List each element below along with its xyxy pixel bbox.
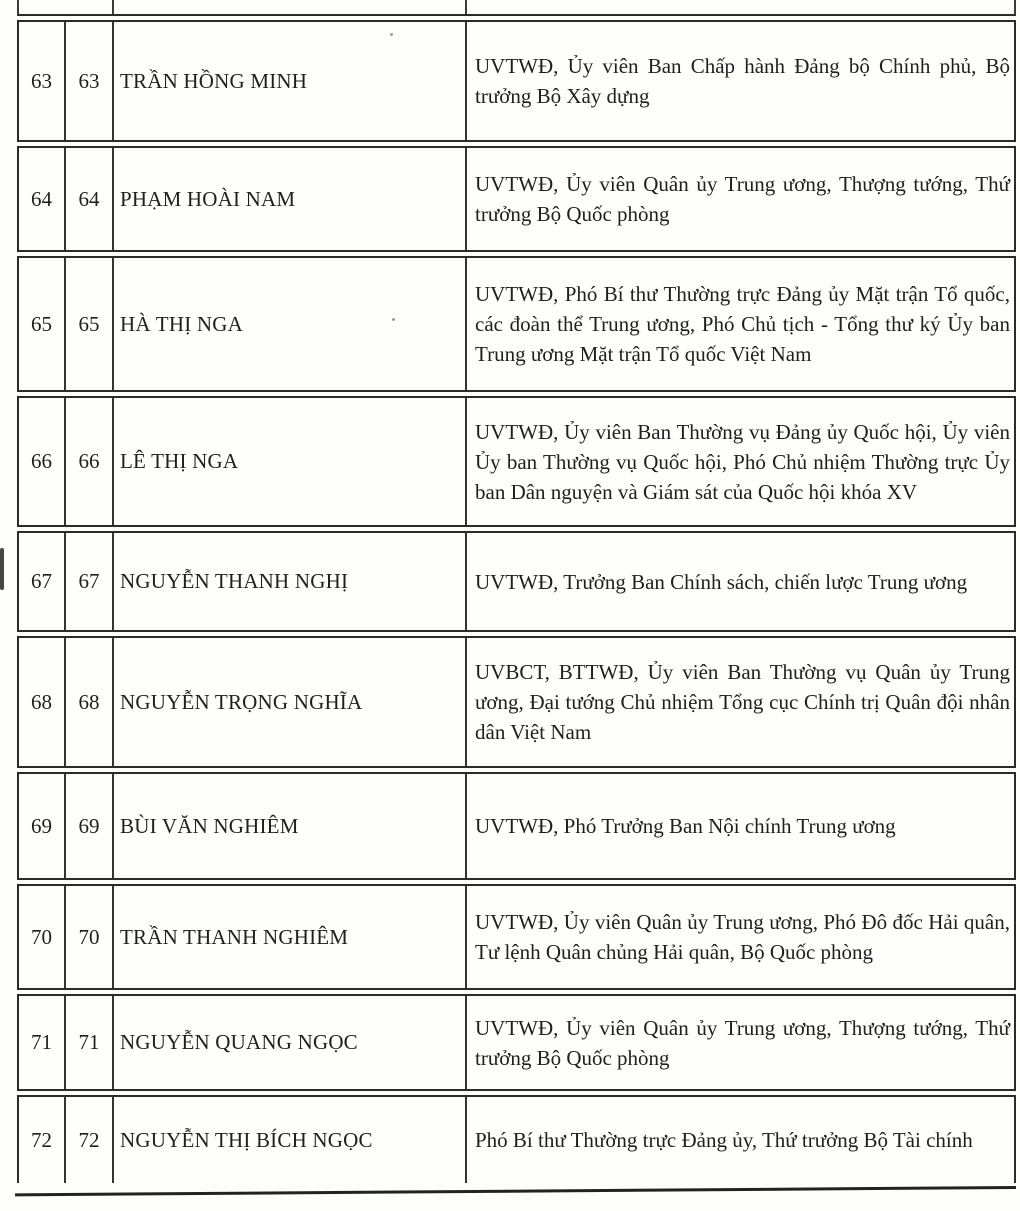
row-number-cell: 69: [31, 813, 52, 838]
name-cell: BÙI VĂN NGHIÊM: [112, 774, 465, 878]
table-row: [17, 256, 1016, 392]
row-number-secondary-cell: 72: [64, 1097, 112, 1183]
table-row: [17, 884, 1016, 990]
scan-artifact: [0, 548, 4, 590]
position-text: Phó Bí thư Thường trực Đảng ủy, Thứ trưởng Bộ Tài chính: [475, 1128, 973, 1152]
scan-speck: [390, 33, 393, 36]
table-row: [17, 20, 1016, 142]
position-cell: [465, 258, 1014, 390]
position-cell: [465, 886, 1014, 988]
position-cell: [465, 774, 1014, 878]
position-text: UVTWĐ, Phó Trưởng Ban Nội chính Trung ương: [475, 814, 896, 838]
partial-row-top: [17, 0, 1016, 16]
row-number-cell: 71: [31, 1030, 52, 1054]
position-text: UVTWĐ, Ủy viên Ban Chấp hành Đảng bộ Chính phủ, Bộ trưởng Bộ Xây dựng: [475, 54, 1010, 108]
position-cell: [465, 533, 1014, 630]
row-number-cell: 64: [31, 186, 52, 211]
row-number-cell: 70: [31, 924, 52, 949]
row-number-cell: 63: [31, 68, 52, 93]
name-cell: NGUYỄN THANH NGHỊ: [112, 533, 465, 630]
position-text: UVTWĐ, Ủy viên Quân ủy Trung ương, Phó Đô đốc Hải quân, Tư lệnh Quân chủng Hải quân, Bộ Quốc phòng: [475, 910, 1010, 964]
partial-cell: [112, 0, 465, 14]
position-cell: [465, 1097, 1014, 1183]
row-number-secondary-cell: 63: [64, 22, 112, 140]
table-row: [17, 531, 1016, 632]
row-number-secondary-cell: 70: [64, 886, 112, 988]
name-cell: PHẠM HOÀI NAM: [112, 148, 465, 250]
position-text: UVTWĐ, Phó Bí thư Thường trực Đảng ủy Mặt trận Tổ quốc, các đoàn thể Trung ương, Phó Chủ tịch - Tổng thư ký Ủy ban Trung ương Mặt trận Tổ quốc Việt Nam: [475, 282, 1010, 366]
name-cell: NGUYỄN QUANG NGỌC: [112, 996, 465, 1089]
row-number-secondary-cell: 66: [64, 398, 112, 525]
name-cell: LÊ THỊ NGA: [112, 398, 465, 525]
name-cell: NGUYỄN TRỌNG NGHĨA: [112, 638, 465, 766]
position-text: UVBCT, BTTWĐ, Ủy viên Ban Thường vụ Quân ủy Trung ương, Đại tướng Chủ nhiệm Tổng cục Chính trị Quân đội nhân dân Việt Nam: [475, 660, 1010, 744]
name-cell: TRẦN THANH NGHIÊM: [112, 886, 465, 988]
name-cell: NGUYỄN THỊ BÍCH NGỌC: [112, 1097, 465, 1183]
name-cell: TRẦN HỒNG MINH: [112, 22, 465, 140]
position-cell: [465, 996, 1014, 1089]
row-number-secondary-cell: 69: [64, 774, 112, 878]
row-number-cell: 66: [31, 449, 52, 473]
position-cell: [465, 398, 1014, 525]
row-number-cell: 67: [31, 569, 52, 593]
row-number-secondary-cell: 71: [64, 996, 112, 1089]
row-number-secondary-cell: 64: [64, 148, 112, 250]
table-row: [17, 1095, 1016, 1183]
officials-table: [17, 0, 1016, 1183]
table-row: [17, 636, 1016, 768]
position-cell: [465, 22, 1014, 140]
name-cell: HÀ THỊ NGA: [112, 258, 465, 390]
row-number-cell: 68: [31, 689, 52, 714]
scan-speck: [392, 318, 395, 321]
table-row: [17, 396, 1016, 527]
table-row: [17, 146, 1016, 252]
position-text: UVTWĐ, Ủy viên Quân ủy Trung ương, Thượng tướng, Thứ trưởng Bộ Quốc phòng: [475, 172, 1010, 226]
position-text: UVTWĐ, Trưởng Ban Chính sách, chiến lược Trung ương: [475, 569, 968, 594]
partial-cell: [19, 0, 112, 14]
row-number-secondary-cell: 65: [64, 258, 112, 390]
table-row: [17, 772, 1016, 880]
row-number-secondary-cell: 67: [64, 533, 112, 630]
position-text: UVTWĐ, Ủy viên Quân ủy Trung ương, Thượng tướng, Thứ trưởng Bộ Quốc phòng: [475, 1015, 1010, 1070]
table-row: [17, 994, 1016, 1091]
position-cell: [465, 638, 1014, 766]
partial-cell: [465, 0, 1014, 14]
position-text: UVTWĐ, Ủy viên Ban Thường vụ Đảng ủy Quốc hội, Ủy viên Ủy ban Thường vụ Quốc hội, Phó Chủ nhiệm Thường trực Ủy ban Dân nguyện và Giám sát của Quốc hội khóa XV: [475, 419, 1010, 504]
table-bottom-border: [15, 1186, 1016, 1196]
row-number-cell: 72: [31, 1127, 52, 1152]
position-cell: [465, 148, 1014, 250]
row-number-cell: 65: [31, 311, 52, 336]
row-number-secondary-cell: 68: [64, 638, 112, 766]
